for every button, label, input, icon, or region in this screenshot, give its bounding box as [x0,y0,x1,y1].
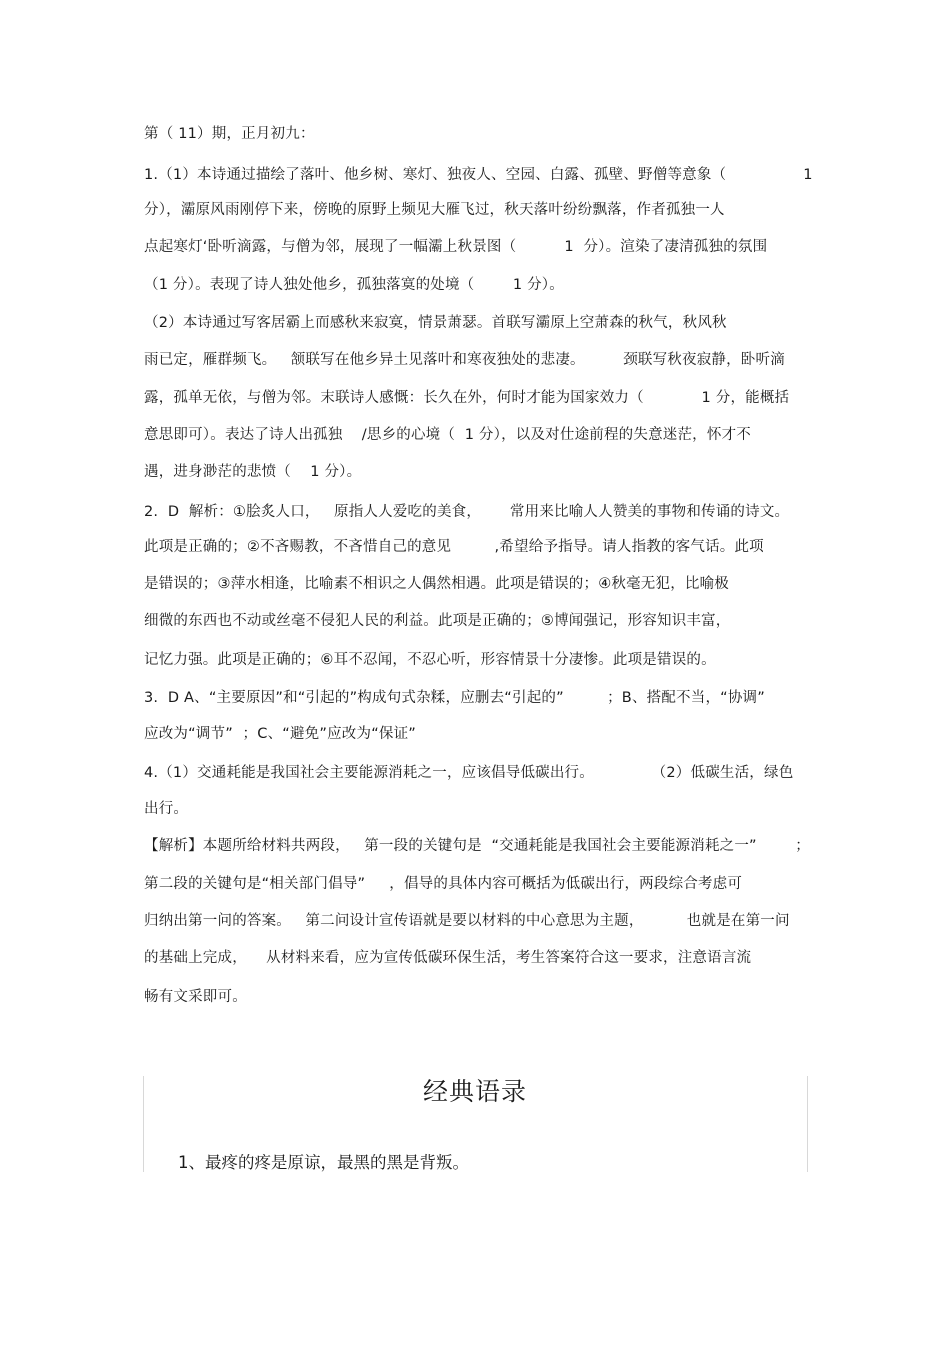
answer-line: 雨已定，雁群频飞。 颔联写在他乡异土见落叶和寒夜独处的悲凄。 颈联写秋夜寂静，卧听滴 [144,352,785,368]
issue-header: 第（ 11）期，正月初九： [144,126,315,142]
answer-line: 应改为“调节” ；C、“避免”应改为“保证” [144,726,417,742]
answer-line: 3. D A、“主要原因”和“引起的”构成句式杂糅，应删去“引起的” ；B、搭配不当，“协调” [144,690,765,706]
answer-line: 意思即可）。表达了诗人出孤独 /思乡的心境（ 1 分），以及对仕途前程的失意迷茫，怀才不 [144,427,751,443]
answer-line: 遇，进身渺茫的悲愤（ 1 分）。 [144,464,362,480]
answer-line: 1.（1）本诗通过描绘了落叶、他乡树、寒灯、独夜人、空园、白露、孤壁、野僧等意象（ 1 [144,167,813,183]
answer-line: 出行。 [144,801,189,817]
answer-line: 细微的东西也不动或丝毫不侵犯人民的利益。此项是正确的；⑤博闻强记，形容知识丰富， [144,613,731,629]
answer-line: （2）本诗通过写客居霸上而感秋来寂寞，情景萧瑟。首联写灞原上空萧森的秋气，秋风秋 [144,315,727,331]
answer-line: 的基础上完成， 从材料来看，应为宣传低碳环保生活，考生答案符合这一要求，注意语言流 [144,950,752,966]
answer-line: 4.（1）交通耗能是我国社会主要能源消耗之一，应该倡导低碳出行。 （2）低碳生活，绿色 [144,765,794,781]
answer-line: 畅有文采即可。 [144,989,247,1005]
answer-line: 此项是正确的；②不吝赐教，不吝惜自己的意见 ,希望给予指导。请人指教的客气话。此项 [144,539,764,555]
answer-line: 分），灞原风雨刚停下来，傍晚的原野上频见大雁飞过，秋天落叶纷纷飘落，作者孤独一人 [144,202,725,218]
quote-section-title: 经典语录 [422,1077,527,1106]
answer-line: 记忆力强。此项是正确的；⑥耳不忍闻，不忍心听，形容情景十分凄惨。此项是错误的。 [144,652,716,668]
answer-line: 【解析】本题所给材料共两段， 第一段的关键句是 “交通耗能是我国社会主要能源消耗之一” ； [144,838,810,854]
answer-line: （1 分）。表现了诗人独处他乡，孤独落寞的处境（ 1 分）。 [144,277,564,293]
answer-line: 露，孤单无依，与僧为邻。末联诗人感慨：长久在外，何时才能为国家效力（ 1 分，能概括 [144,390,790,406]
answer-line: 2. D 解析：①脍炙人口， 原指人人爱吃的美食， 常用来比喻人人赞美的事物和传诵的诗文。 [144,504,790,520]
answer-line: 归纳出第一问的答案。 第二问设计宣传语就是要以材料的中心意思为主题， 也就是在第一问 [144,913,790,929]
answer-line: 第二段的关键句是“相关部门倡导” ，倡导的具体内容可概括为低碳出行，两段综合考虑可 [144,876,743,892]
answer-line: 点起寒灯‘卧听滴露，与僧为邻，展现了一幅灞上秋景图（ 1 分）。渲染了凄清孤独的氛围 [144,239,768,255]
quote-item: 1、最疼的疼是原谅，最黑的黑是背叛。 [178,1153,469,1172]
answer-line: 是错误的；③萍水相逢，比喻素不相识之人偶然相遇。此项是错误的；④秋毫无犯，比喻极 [144,576,729,592]
